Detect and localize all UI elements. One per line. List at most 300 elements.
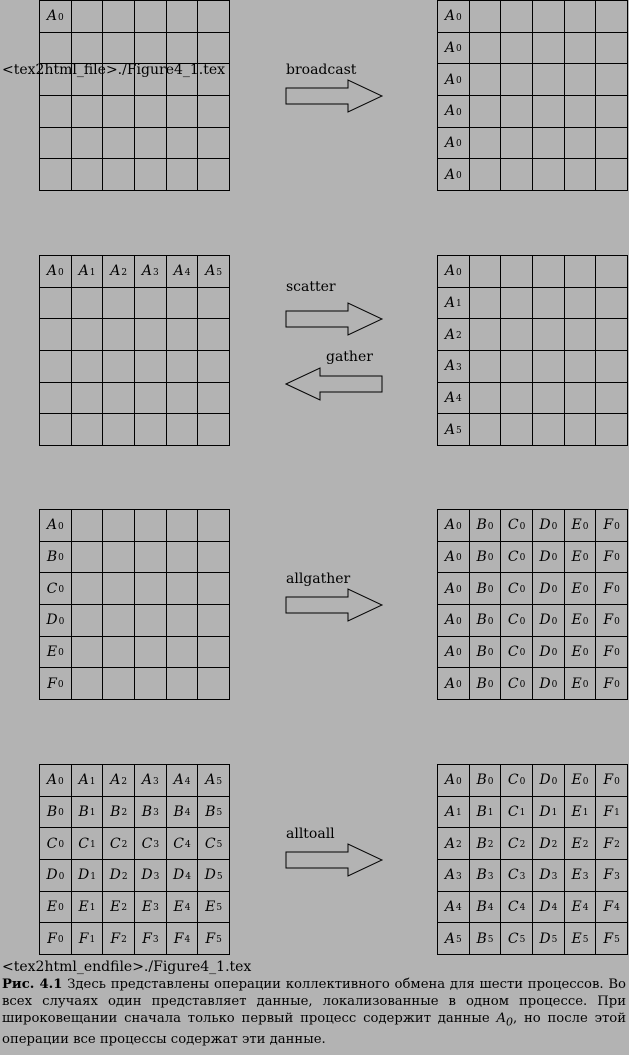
scatter-output-grid [437,255,628,446]
grid-cell [565,319,597,351]
grid-cell: D $_4$ [533,892,565,924]
grid-cell: E $_0$ [565,542,597,574]
grid-cell [135,637,167,669]
grid-cell [470,96,502,128]
grid-cell: C $_5$ [198,828,230,860]
grid-cell [167,1,199,33]
grid-cell [198,128,230,160]
grid-cell [103,351,135,383]
tex-file-note-start: <tex2html_file>./Figure4_1.tex [2,62,226,78]
grid-cell [596,319,628,351]
grid-cell [198,637,230,669]
grid-cell: C $_0$ [501,510,533,542]
grid-cell: B $_0$ [470,573,502,605]
grid-cell: C $_3$ [501,860,533,892]
grid-cell [103,128,135,160]
grid-cell [198,319,230,351]
grid-cell: A $_1$ [438,797,470,829]
grid-cell [135,159,167,191]
grid-cell: C $_0$ [501,765,533,797]
grid-cell [470,383,502,415]
grid-cell [501,33,533,65]
grid-cell: C $_5$ [501,923,533,955]
grid-cell: A $_4$ [167,256,199,288]
grid-cell [596,256,628,288]
grid-cell [470,33,502,65]
grid-cell [533,383,565,415]
grid-cell [533,319,565,351]
grid-cell [565,1,597,33]
grid-cell: F $_0$ [596,765,628,797]
grid-cell [40,351,72,383]
grid-cell [72,510,104,542]
grid-cell: D $_5$ [533,923,565,955]
grid-cell: B $_0$ [470,765,502,797]
grid-cell [198,159,230,191]
grid-cell: A $_2$ [103,765,135,797]
grid-cell: F $_0$ [596,637,628,669]
grid-cell: E $_4$ [565,892,597,924]
grid-cell [533,351,565,383]
grid-cell [135,319,167,351]
grid-cell: A $_2$ [438,828,470,860]
grid-cell [501,319,533,351]
grid-cell: C $_2$ [103,828,135,860]
grid-cell: A $_5$ [438,414,470,446]
grid-cell: D $_0$ [533,510,565,542]
grid-cell: A $_3$ [438,860,470,892]
grid-cell [533,128,565,160]
grid-cell: F $_0$ [596,605,628,637]
grid-cell: E $_2$ [103,892,135,924]
grid-cell: A $_4$ [438,383,470,415]
grid-cell [72,605,104,637]
grid-cell: E $_0$ [565,605,597,637]
allgather-input-grid [39,509,230,700]
grid-cell [103,383,135,415]
grid-cell: F $_0$ [596,668,628,700]
grid-cell [72,668,104,700]
grid-cell: D $_0$ [40,860,72,892]
grid-cell [167,637,199,669]
grid-cell [470,64,502,96]
grid-cell: A $_3$ [135,765,167,797]
grid-cell: C $_0$ [501,605,533,637]
grid-cell [596,288,628,320]
grid-cell: C $_2$ [501,828,533,860]
allgather-label: allgather [286,571,351,587]
grid-cell [40,319,72,351]
grid-cell: B $_2$ [103,797,135,829]
gather-label: gather [326,349,373,365]
grid-cell [135,573,167,605]
grid-cell: B $_1$ [470,797,502,829]
grid-cell [72,383,104,415]
grid-cell [501,288,533,320]
grid-cell: D $_0$ [533,573,565,605]
grid-cell: E $_1$ [565,797,597,829]
grid-cell: E $_4$ [167,892,199,924]
grid-cell [135,1,167,33]
grid-cell [135,414,167,446]
grid-cell [565,288,597,320]
grid-cell [501,128,533,160]
grid-cell: D $_0$ [533,605,565,637]
grid-cell: F $_2$ [103,923,135,955]
grid-cell [40,414,72,446]
allgather-output-grid [437,509,628,700]
grid-cell [135,542,167,574]
grid-cell [167,414,199,446]
grid-cell: B $_5$ [198,797,230,829]
grid-cell [135,351,167,383]
grid-cell: C $_1$ [72,828,104,860]
grid-cell [103,668,135,700]
grid-cell: A $_0$ [40,256,72,288]
grid-cell: A $_4$ [167,765,199,797]
grid-cell: D $_1$ [72,860,104,892]
grid-cell [596,383,628,415]
grid-cell [72,542,104,574]
grid-cell [470,319,502,351]
grid-cell: F $_1$ [596,797,628,829]
grid-cell [501,64,533,96]
grid-cell: D $_5$ [198,860,230,892]
grid-cell: D $_2$ [533,828,565,860]
figure-caption [2,976,626,1048]
grid-cell: D $_0$ [533,637,565,669]
grid-cell [596,96,628,128]
grid-cell: F $_0$ [40,923,72,955]
grid-cell: E $_0$ [565,668,597,700]
grid-cell: A $_1$ [72,765,104,797]
grid-cell [533,96,565,128]
grid-cell [135,510,167,542]
grid-cell [72,1,104,33]
grid-cell: E $_3$ [135,892,167,924]
grid-cell: B $_0$ [470,605,502,637]
grid-cell [198,573,230,605]
grid-cell [501,159,533,191]
grid-cell: F $_0$ [596,510,628,542]
grid-cell [565,351,597,383]
grid-cell: F $_4$ [596,892,628,924]
grid-cell: A $_0$ [438,668,470,700]
grid-cell [596,159,628,191]
grid-cell [72,319,104,351]
grid-cell [198,668,230,700]
grid-cell [533,414,565,446]
grid-cell: F $_0$ [40,668,72,700]
grid-cell: A $_0$ [438,510,470,542]
grid-cell [565,128,597,160]
grid-cell [72,128,104,160]
grid-cell [135,605,167,637]
grid-cell: D $_2$ [103,860,135,892]
alltoall-output-grid [437,764,628,955]
grid-cell [135,383,167,415]
grid-cell [501,1,533,33]
grid-cell [198,414,230,446]
grid-cell [167,605,199,637]
grid-cell [198,351,230,383]
grid-cell: A $_0$ [40,1,72,33]
grid-cell: A $_0$ [40,765,72,797]
grid-cell: C $_0$ [501,573,533,605]
grid-cell [72,96,104,128]
grid-cell [72,414,104,446]
grid-cell: D $_0$ [40,605,72,637]
scatter-arrow-right [285,302,385,336]
grid-cell [167,128,199,160]
grid-cell: D $_0$ [533,765,565,797]
grid-cell [501,383,533,415]
grid-cell: B $_3$ [470,860,502,892]
grid-cell [103,288,135,320]
grid-cell: F $_0$ [596,573,628,605]
grid-cell [40,33,72,65]
grid-cell: F $_5$ [198,923,230,955]
grid-cell [198,510,230,542]
grid-cell [501,351,533,383]
grid-cell [596,64,628,96]
grid-cell: B $_0$ [470,510,502,542]
grid-cell [72,288,104,320]
grid-cell [533,256,565,288]
grid-cell [533,159,565,191]
grid-cell: E $_0$ [565,637,597,669]
grid-cell: A $_0$ [438,765,470,797]
grid-cell: F $_4$ [167,923,199,955]
broadcast-output-grid [437,0,628,191]
grid-cell [470,159,502,191]
grid-cell: A $_5$ [198,256,230,288]
grid-cell [198,542,230,574]
grid-cell [135,288,167,320]
figure-caption-text: Здесь представлены операции коллективного обмена для шести процессов. Во всех случаях один представляет данные, локализованные в одном процессе. При широковещании сначала только первый процесс содержит данные [2,977,626,1026]
grid-cell [135,668,167,700]
grid-cell: B $_4$ [167,797,199,829]
grid-cell [103,573,135,605]
grid-cell [72,637,104,669]
scatter-label: scatter [286,279,336,295]
grid-cell: B $_5$ [470,923,502,955]
grid-cell: A $_0$ [438,128,470,160]
grid-cell: E $_5$ [198,892,230,924]
figure-caption-prefix: Рис. 4.1 [2,977,63,992]
grid-cell: E $_0$ [565,510,597,542]
grid-cell [167,668,199,700]
grid-cell [596,128,628,160]
grid-cell: A $_3$ [135,256,167,288]
grid-cell [533,288,565,320]
grid-cell [565,33,597,65]
grid-cell: F $_5$ [596,923,628,955]
grid-cell: B $_3$ [135,797,167,829]
grid-cell: A $_2$ [438,319,470,351]
grid-cell [533,33,565,65]
grid-cell [470,1,502,33]
grid-cell [103,319,135,351]
grid-cell: D $_4$ [167,860,199,892]
alltoall-input-grid [39,764,230,955]
grid-cell [103,1,135,33]
grid-cell: C $_0$ [40,828,72,860]
grid-cell: E $_1$ [72,892,104,924]
grid-cell: C $_0$ [501,668,533,700]
figure-caption-symbol: $A_0$ [496,1011,513,1029]
allgather-arrow-right [285,588,385,622]
tex-file-note-end: <tex2html_endfile>./Figure4_1.tex [2,959,252,975]
grid-cell [40,159,72,191]
broadcast-input-grid [39,0,230,191]
alltoall-label: alltoall [286,826,335,842]
grid-cell: C $_3$ [135,828,167,860]
grid-cell: B $_2$ [470,828,502,860]
grid-cell: E $_3$ [565,860,597,892]
grid-cell [470,414,502,446]
grid-cell [596,414,628,446]
grid-cell: C $_0$ [501,637,533,669]
figure-caption-text-end: , но после этой операции все процессы содержат эти данные. [2,1011,626,1047]
broadcast-label: broadcast [286,62,357,78]
grid-cell: B $_0$ [470,668,502,700]
grid-cell [198,1,230,33]
grid-cell [40,96,72,128]
grid-cell [167,159,199,191]
grid-cell: C $_4$ [501,892,533,924]
grid-cell [167,573,199,605]
grid-cell [72,573,104,605]
grid-cell: A $_0$ [438,96,470,128]
grid-cell [565,159,597,191]
grid-cell: A $_0$ [438,573,470,605]
grid-cell: E $_5$ [565,923,597,955]
grid-cell [167,288,199,320]
grid-cell [596,33,628,65]
grid-cell: B $_0$ [470,542,502,574]
grid-cell: A $_0$ [438,605,470,637]
grid-cell: A $_0$ [438,1,470,33]
grid-cell: D $_0$ [533,668,565,700]
grid-cell [501,414,533,446]
grid-cell [167,33,199,65]
grid-cell [596,351,628,383]
grid-cell [72,33,104,65]
grid-cell: F $_1$ [72,923,104,955]
grid-cell: C $_1$ [501,797,533,829]
grid-cell: A $_4$ [438,892,470,924]
grid-cell: D $_0$ [533,542,565,574]
grid-cell: D $_3$ [135,860,167,892]
grid-cell: A $_0$ [438,64,470,96]
grid-cell: E $_2$ [565,828,597,860]
grid-cell [565,64,597,96]
grid-cell: F $_3$ [596,860,628,892]
grid-cell [198,288,230,320]
grid-cell: B $_0$ [40,797,72,829]
grid-cell: F $_2$ [596,828,628,860]
grid-cell [103,637,135,669]
grid-cell: A $_1$ [72,256,104,288]
grid-cell [103,510,135,542]
grid-cell: D $_1$ [533,797,565,829]
grid-cell [167,351,199,383]
grid-cell [198,383,230,415]
grid-cell [103,33,135,65]
grid-cell: F $_0$ [596,542,628,574]
grid-cell: B $_0$ [40,542,72,574]
grid-cell [470,288,502,320]
grid-cell: E $_0$ [40,637,72,669]
grid-cell [565,96,597,128]
grid-cell [40,383,72,415]
grid-cell [103,542,135,574]
grid-cell: D $_3$ [533,860,565,892]
grid-cell [167,510,199,542]
grid-cell [167,319,199,351]
grid-cell: B $_1$ [72,797,104,829]
broadcast-arrow-right [285,79,385,113]
grid-cell [40,128,72,160]
grid-cell [470,351,502,383]
grid-cell: A $_1$ [438,288,470,320]
grid-cell [501,256,533,288]
grid-cell [470,256,502,288]
grid-cell: A $_0$ [438,542,470,574]
grid-cell [135,33,167,65]
grid-cell [40,288,72,320]
grid-cell: C $_0$ [501,542,533,574]
grid-cell [72,159,104,191]
grid-cell [565,256,597,288]
grid-cell: E $_0$ [565,765,597,797]
grid-cell [198,96,230,128]
grid-cell [167,542,199,574]
grid-cell [135,128,167,160]
grid-cell: A $_0$ [438,33,470,65]
grid-cell: A $_5$ [198,765,230,797]
grid-cell: A $_0$ [438,159,470,191]
grid-cell: A $_0$ [438,256,470,288]
gather-arrow-left [285,367,385,401]
grid-cell [501,96,533,128]
grid-cell [198,33,230,65]
grid-cell [135,96,167,128]
grid-cell [103,159,135,191]
grid-cell [167,383,199,415]
grid-cell [167,96,199,128]
grid-cell: B $_4$ [470,892,502,924]
grid-cell: A $_0$ [40,510,72,542]
grid-cell [103,96,135,128]
grid-cell [72,351,104,383]
grid-cell: A $_0$ [438,637,470,669]
grid-cell: A $_5$ [438,923,470,955]
alltoall-arrow-right [285,843,385,877]
grid-cell: B $_0$ [470,637,502,669]
grid-cell [198,605,230,637]
grid-cell [470,128,502,160]
grid-cell [103,414,135,446]
scatter-input-grid [39,255,230,446]
grid-cell [533,64,565,96]
grid-cell [596,1,628,33]
grid-cell [533,1,565,33]
grid-cell [565,383,597,415]
grid-cell: C $_0$ [40,573,72,605]
grid-cell: A $_3$ [438,351,470,383]
